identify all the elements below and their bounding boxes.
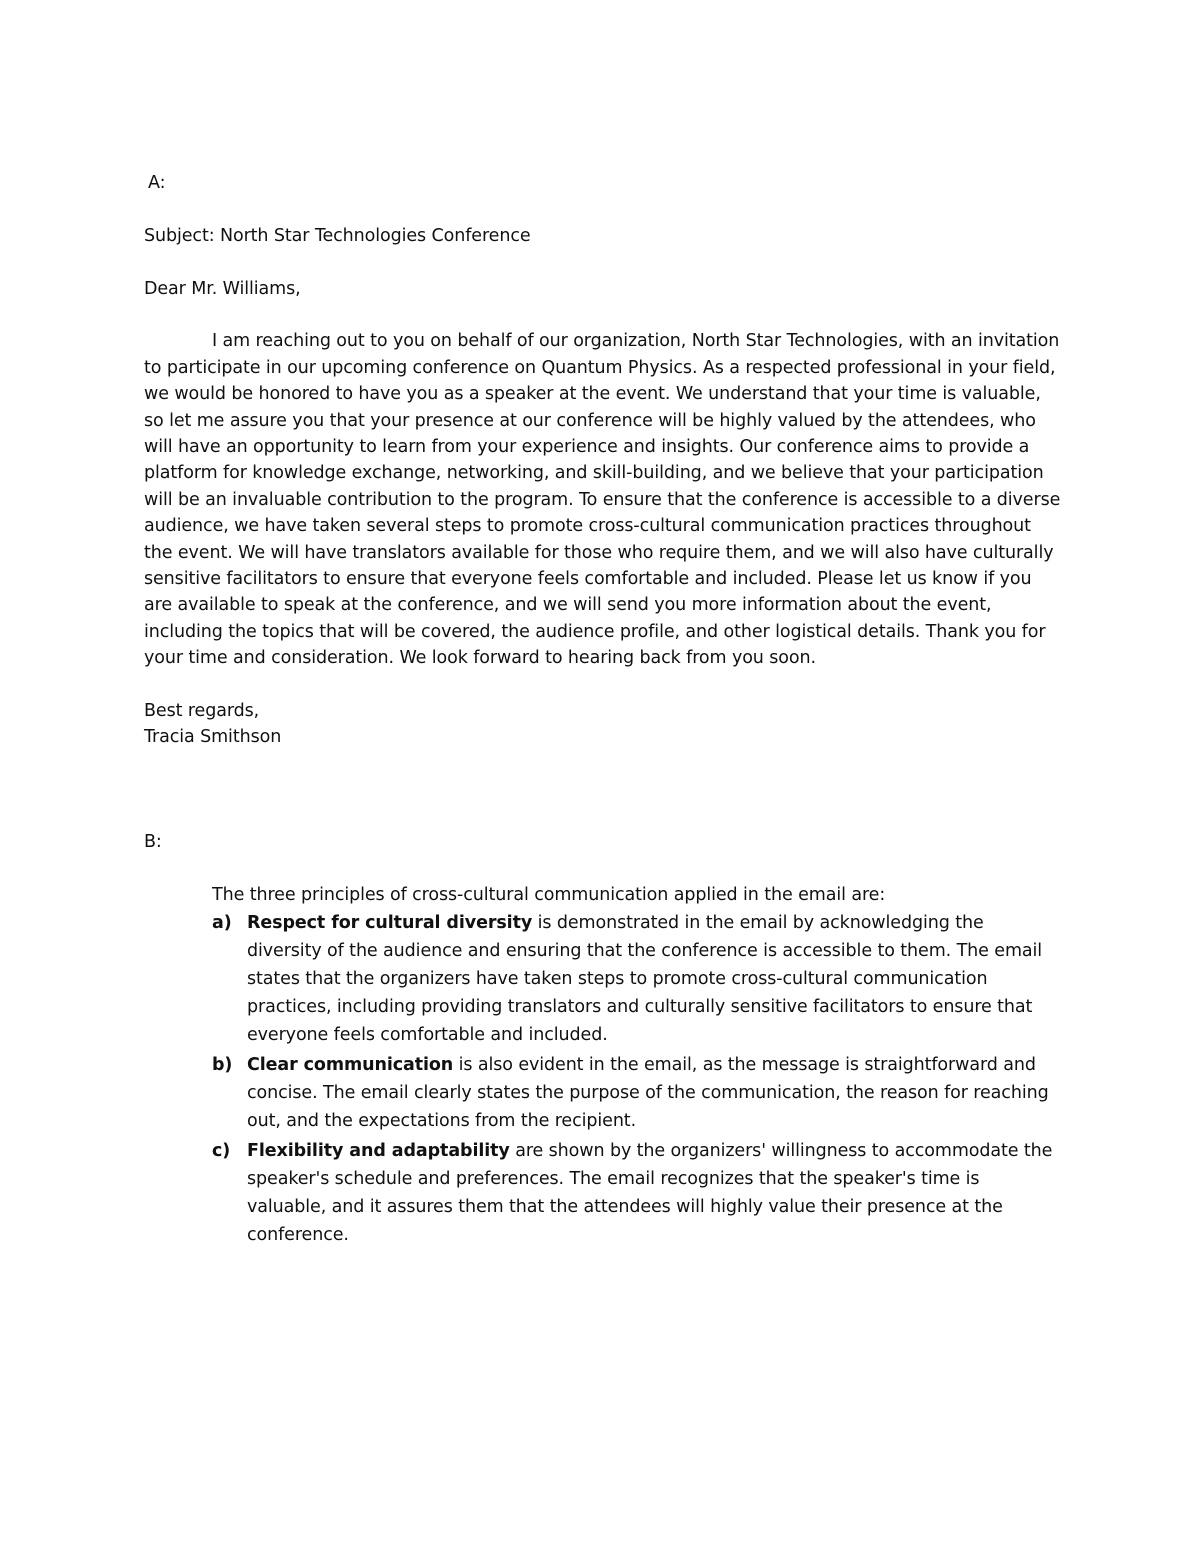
document-content bbox=[144, 170, 1064, 1251]
section-a-label: A: bbox=[148, 173, 166, 193]
list-marker: c) bbox=[212, 1141, 231, 1162]
email-body: I am reaching out to you on behalf of our organization, North Star Technologies, with an invitation to participate in our upcoming conference on Quantum Physics. As a respected professional in your field, we would be honored to have you as a speaker at the event. We understand that your time is valuable, so let me assure you that your presence at our conference will be highly valued by the attendees, who will have an opportunity to learn from your experience and insights. Our conference aims to provide a platform for knowledge exchange, networking, and skill-building, and we believe that your participation will be an invaluable contribution to the program. To ensure that the conference is accessible to a diverse audience, we have taken several steps to promote cross-cultural communication practices throughout the event. We will have translators available for those who require them, and we will also have culturally sensitive facilitators to ensure that everyone feels comfortable and included. Please let us know if you are available to speak at the conference, and we will send you more information about the event, including the topics that will be covered, the audience profile, and other logistical details. Thank you for your time and consideration. We look forward to hearing back from you soon. bbox=[144, 331, 1061, 669]
email-closing: Best regards, bbox=[144, 701, 260, 722]
spacer bbox=[144, 249, 1064, 275]
spacer bbox=[144, 672, 1064, 698]
section-b-label: B: bbox=[144, 832, 162, 853]
spacer bbox=[144, 196, 1064, 222]
principle-term: Respect for cultural diversity bbox=[247, 913, 533, 934]
principles-section bbox=[212, 882, 1062, 1249]
email-subject: Subject: North Star Technologies Conference bbox=[144, 225, 531, 246]
principle-term: Clear communication bbox=[247, 1055, 454, 1076]
spacer bbox=[144, 302, 1064, 328]
list-item bbox=[212, 1051, 1062, 1135]
email-salutation: Dear Mr. Williams, bbox=[144, 278, 301, 299]
list-item bbox=[212, 909, 1062, 1049]
principles-list bbox=[212, 909, 1062, 1249]
list-item bbox=[212, 1137, 1062, 1249]
principle-description: are shown by the organizers' willingness to accommodate the speaker's schedule and preferences. The email recognizes that the speaker's time is valuable, and it assures them that the attendees will highly value their presence at the conference. bbox=[247, 1141, 1053, 1246]
list-marker: b) bbox=[212, 1055, 233, 1076]
principle-term: Flexibility and adaptability bbox=[247, 1141, 510, 1162]
spacer bbox=[144, 803, 1064, 829]
email-signature: Tracia Smithson bbox=[144, 727, 282, 748]
principles-intro: The three principles of cross-cultural communication applied in the email are: bbox=[212, 885, 886, 906]
list-marker: a) bbox=[212, 913, 232, 934]
principle-description: is demonstrated in the email by acknowledging the diversity of the audience and ensuring that the conference is accessible to them. The email states that the organizers have taken steps to promote cross-cultural communication practices, including providing translators and culturally sensitive facilitators to ensure that everyone feels comfortable and included. bbox=[247, 913, 1043, 1046]
spacer bbox=[144, 751, 1064, 803]
principle-description: is also evident in the email, as the message is straightforward and concise. The email clearly states the purpose of the communication, the reason for reaching out, and the expectations from the recipient. bbox=[247, 1055, 1049, 1132]
spacer bbox=[144, 856, 1064, 882]
